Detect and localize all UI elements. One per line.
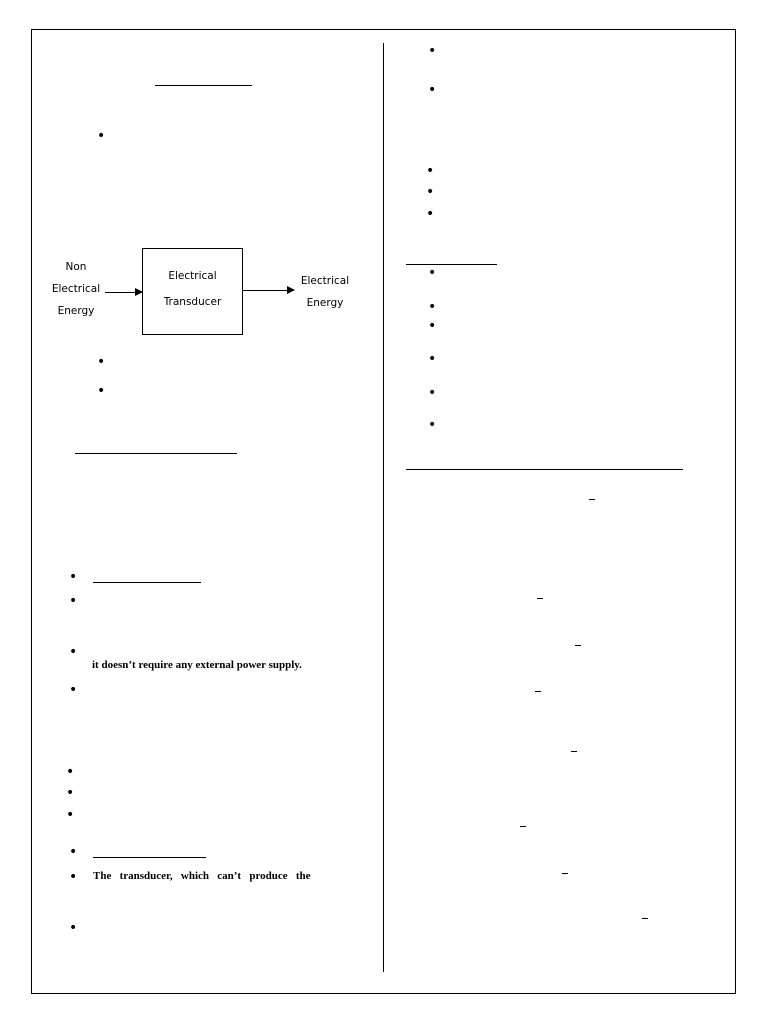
bullet: • [426, 206, 435, 222]
bullet: • [428, 82, 437, 98]
bullet: • [69, 682, 78, 698]
bullet: • [69, 869, 78, 885]
bullet: • [428, 351, 437, 367]
output-label-line: Energy [306, 297, 344, 309]
heading-underline [406, 469, 683, 470]
bullet: • [428, 299, 437, 315]
subheading-underline [93, 582, 201, 583]
bullet: • [66, 785, 75, 801]
bullet: • [97, 383, 106, 399]
bullet: • [69, 593, 78, 609]
input-arrow [105, 292, 142, 293]
active-note-text: it doesn’t require any external power supply. [92, 659, 302, 671]
bullet: • [428, 417, 437, 433]
bullet: • [428, 43, 437, 59]
input-label-line: Electrical [51, 283, 101, 295]
input-label [47, 256, 105, 322]
dash-mark [642, 918, 648, 919]
dash-mark [537, 598, 543, 599]
passive-note-text: The transducer, which can’t produce the [93, 870, 311, 882]
input-label-line: Energy [57, 305, 95, 317]
bullet: • [66, 807, 75, 823]
dash-mark [535, 691, 541, 692]
bullet: • [97, 128, 106, 144]
box-label-line: Electrical [168, 270, 217, 282]
dash-mark [562, 873, 568, 874]
heading-underline [75, 453, 237, 454]
bullet: • [69, 644, 78, 660]
bullet: • [428, 318, 437, 334]
heading-underline [406, 264, 497, 265]
dash-mark [571, 751, 577, 752]
bullet: • [69, 569, 78, 585]
column-divider [383, 43, 384, 972]
dash-mark [520, 826, 526, 827]
bullet: • [69, 920, 78, 936]
dash-mark [575, 645, 581, 646]
bullet: • [428, 385, 437, 401]
heading-underline [155, 85, 252, 86]
bullet: • [97, 354, 106, 370]
subheading-underline [93, 857, 206, 858]
dash-mark [589, 499, 595, 500]
output-arrow [243, 290, 294, 291]
bullet: • [426, 184, 435, 200]
bullet: • [426, 163, 435, 179]
bullet: • [69, 844, 78, 860]
transducer-box [142, 248, 243, 335]
bullet: • [66, 764, 75, 780]
output-label [294, 270, 356, 314]
output-label-line: Electrical [300, 275, 350, 287]
bullet: • [428, 265, 437, 281]
input-label-line: Non [65, 261, 87, 273]
box-label-line: Transducer [163, 296, 222, 308]
